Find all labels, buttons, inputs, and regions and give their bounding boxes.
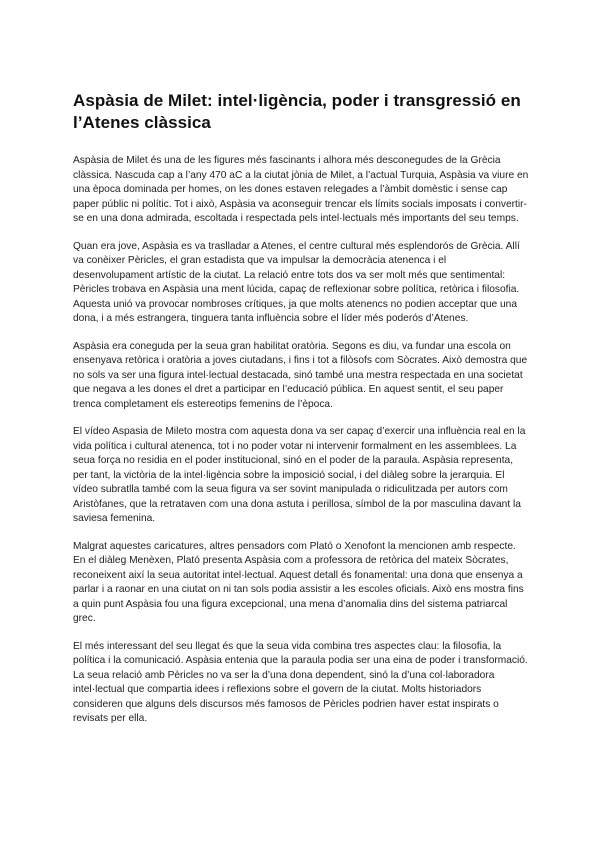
document-body bbox=[73, 90, 529, 740]
paragraph-intro: Aspàsia de Milet és una de les figures més fascinants i alhora més desconegudes de la Grècia clàssica. Nascuda cap a l’any 470 aC a la ciutat jònia de Milet, a l’actual Turquia, Aspàsia va viure en una època dominada per homes, on les dones estaven relegades a l’àmbit domèstic i sense cap paper públic ni polític. Tot i això, Aspàsia va aconseguir trencar els límits socials imposats i convertir-se en una dona admirada, escoltada i respectada pels intel·lectuals més importants del seu temps. bbox=[73, 155, 529, 224]
document-title: Aspàsia de Milet: intel·ligència, poder i transgressió en l’Atenes clàssica bbox=[73, 91, 521, 132]
paragraph-video-analysis: El vídeo Aspasia de Mileto mostra com aquesta dona va ser capaç d’exercir una influència real en la vida política i cultural atenenca, tot i no poder votar ni intervenir formalment en les assemblees. La seua força no residia en el poder institucional, sinó en el poder de la paraula. Aspàsia representa, per tant, la victòria de la intel·ligència sobre la imposició social, i del diàleg sobre la jerarquia. El vídeo subratlla també com la seua figura va ser sovint manipulada o ridiculitzada per autors com Aristòfanes, que la retrataven com una dona astuta i perillosa, símbol de la por masculina davant la saviesa femenina. bbox=[73, 426, 526, 524]
paragraph-oratory-school: Aspàsia era coneguda per la seua gran habilitat oratòria. Segons es diu, va fundar una escola on ensenyava retòrica i oratòria a joves ciutadans, i fins i tot a filòsofs com Sòcrates. Això demostra que no sols va ser una figura intel·lectual destacada, sinó també una mestra respectada en una societat que negava a les dones el dret a participar en l’educació pública. En aquest sentit, el seu paper trenca completament els estereotips femenins de l’època. bbox=[73, 340, 528, 410]
paragraph-athens-pericles: Quan era jove, Aspàsia es va traslladar a Atenes, el centre cultural més esplendorós de Grècia. Allí va conèixer Pèricles, el gran estadista que va impulsar la democràcia atenenca i el desenvolupament artístic de la ciutat. La relació entre tots dos va ser molt més que sentimental: Pèricles trobava en Aspàsia una ment lúcida, capaç de reflexionar sobre política, retòrica i filosofia. Aquesta unió va provocar nombroses crítiques, ja que molts atenencs no podien acceptar que una dona, i a més estrangera, tinguera tanta influència sobre el líder més poderós d’Atenes. bbox=[73, 240, 520, 324]
paragraph-legacy: El més interessant del seu llegat és que la seua vida combina tres aspectes clau: la filosofia, la política i la comunicació. Aspàsia entenia que la paraula podia ser una eina de poder i transformació. La seua relació amb Pèricles no va ser la d’una dona dependent, sinó la d’una col·laboradora intel·lectual que compartia idees i reflexions sobre el govern de la ciutat. Molts historiadors consideren que alguns dels discursos més famosos de Pèricles podrien haver estat inspirats o revisats per ella. bbox=[73, 640, 528, 724]
paragraph-plato-xenophon: Malgrat aquestes caricatures, altres pensadors com Plató o Xenofont la mencionen amb respecte. En el diàleg Menèxen, Plató presenta Aspàsia com a professora de retòrica del mateix Sòcrates, reconeixent així la seua autoritat intel·lectual. Aquest detall és fonamental: una dona que ensenya a parlar i a raonar en una ciutat on ni tan sols podia assistir a les escoles oficials. Això ens mostra fins a quin punt Aspàsia fou una figura excepcional, una mena d’anomalia dins del sistema patriarcal grec. bbox=[73, 540, 524, 624]
